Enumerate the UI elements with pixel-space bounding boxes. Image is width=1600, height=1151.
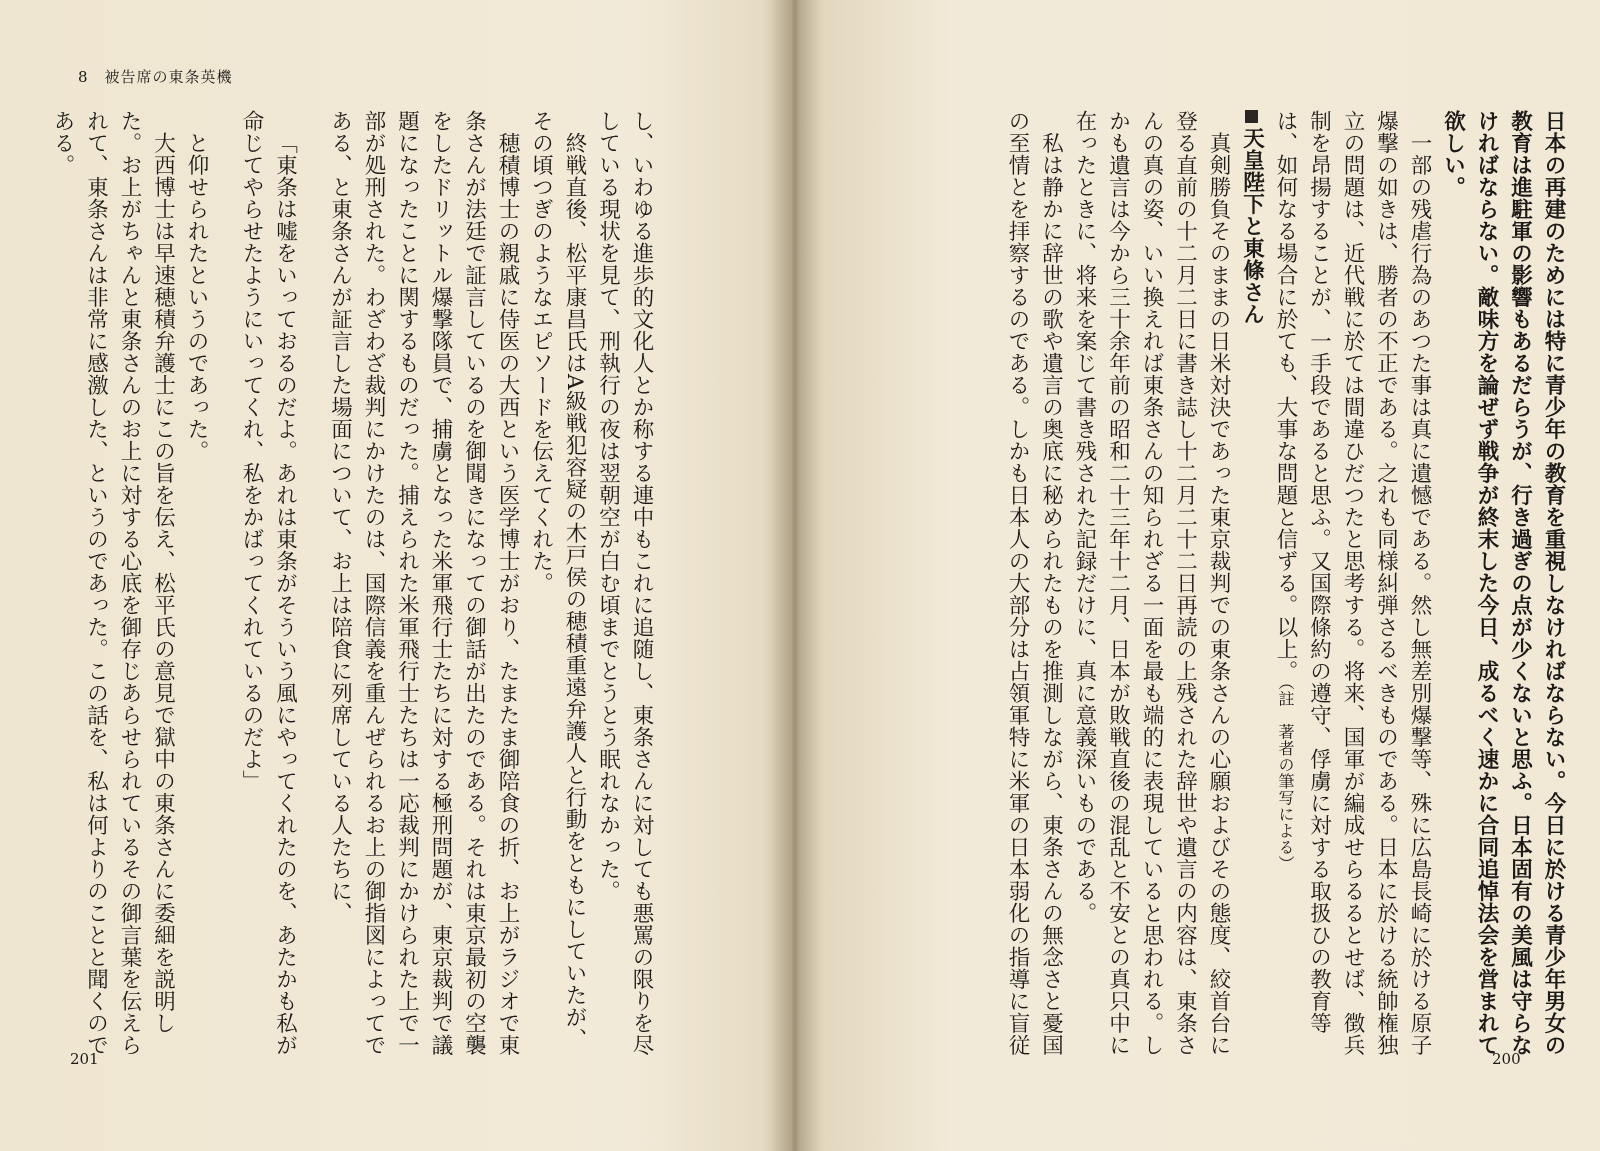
section-heading-text: 天皇陛下と東條さん: [1239, 127, 1265, 325]
paragraph: 真剣勝負そのままの日米対決であった東京裁判での東条さんの心願およびその態度、絞首台に登る直前の十二月二日に書き誌し十二月二十二日再読の上残された辞世や遺言の内容は、東条さんの真の姿、いい換えれば東条さんの知られざる一面を最も端的に表現していると思われる。しかも遺言は今から三十余年前の昭和二十三年十二月、日本が敗戦直後の混乱と不安との真只中に在ったときに、将来を案じて書き残された記録だけに、真に意義深いものである。: [1072, 110, 1231, 1056]
running-head: 8 被告席の東条英機: [78, 68, 233, 86]
paragraph: 終戦直後、松平康昌氏はA級戦犯容疑の木戸侯の穂積重遠弁護人と行動をともにしていたが、その頃つぎのようなエピソードを伝えてくれた。: [528, 110, 587, 1050]
paragraph: と仰せられたというのであった。: [184, 131, 209, 462]
quotation: 「東条は嘘をいっておるのだよ。あれは東条がそういう風にやってくれたのを、あたかも私が命じてやらせたようにいってくれ、私をかばってくれているのだよ」: [239, 110, 298, 1056]
right-page-body: [880, 110, 1570, 1070]
page-number: 200: [1492, 1050, 1521, 1068]
paragraph-text: 一部の残虐行為のあつた事は真に遺憾である。然し無差別爆撃等、殊に広島長崎に於ける原子爆撃の如きは、勝者の不正である。之れも同様糾弾さるべきものである。日本に於ける統帥権独立の問題は、近代戦に於ては間違ひだつたと思考する。将来、国軍が編成せらるるとせば、徴兵制を昂揚することが、一手段であると思ふ。又国際條約の遵守、俘虜に対する取扱ひの教育等は、如何なる場合に於ても、大事な問題と信ずる。以上。: [1273, 110, 1432, 1056]
paragraph: 大西博士は早速穂積弁護士にこの旨を伝え、松平氏の意見で獄中の東条さんに委細を説明した。お上がちゃんと東条さんのお上に対する心底を御存じあらせられているその御言葉を伝えられて、東条さんは非常に感激した、というのであった。この話を、私は何よりのことと聞くのである。: [50, 110, 176, 1056]
right-page: [792, 0, 1600, 1151]
paragraph: [1269, 110, 1437, 1070]
left-page: [0, 0, 792, 1151]
page-number: 201: [70, 1050, 99, 1068]
section-heading: [1235, 110, 1269, 1070]
paragraph: 日本の再建のためには特に青少年の教育を重視しなければならない。今日に於ける青少年男女の教育は進駐軍の影響もあるだらうが、行き過ぎの点が少くないと思ふ。日本固有の美風は守らなければならない。敵味方を論ぜず戦争が終末した今日、成るべく速かに合同追悼法会を営まれて欲しい。: [1440, 110, 1566, 1056]
paragraph: 穂積博士の親戚に侍医の大西という医学博士がおり、たまたま御陪食の折、お上がラジオで東条さんが法廷で証言しているのを御聞きになっての御話が出たのである。それは東京最初の空襲をしたドリットル爆撃隊員で、捕虜となった米軍飛行士たちに対する極刑問題が、東京裁判で議題になったことに関するものだった。捕えられた米軍飛行士たちは一応裁判にかけられた上で一部が処刑された。わざわざ裁判にかけたのは、国際信義を重んぜられるお上の御指図によってである、と東条さんが証言した場面について、お上は陪食に列席している人たちに、: [327, 110, 520, 1056]
paragraph: し、いわゆる進歩的文化人とか称する連中もこれに追随し、東条さんに対しても悪罵の限りを尽している現状を見て、刑執行の夜は翌朝空が白む頃までとうとう眠れなかった。: [595, 110, 654, 1056]
paragraph: 私は静かに辞世の歌や遺言の奥底に秘められたものを推測しながら、東条さんの無念さと憂国の至情とを拝察するのである。しかも日本人の大部分は占領軍特に米軍の日本弱化の指導に盲従: [1005, 110, 1064, 1056]
section-marker-icon: [1245, 110, 1258, 123]
note: （註 著者の筆写による）: [1276, 682, 1295, 872]
